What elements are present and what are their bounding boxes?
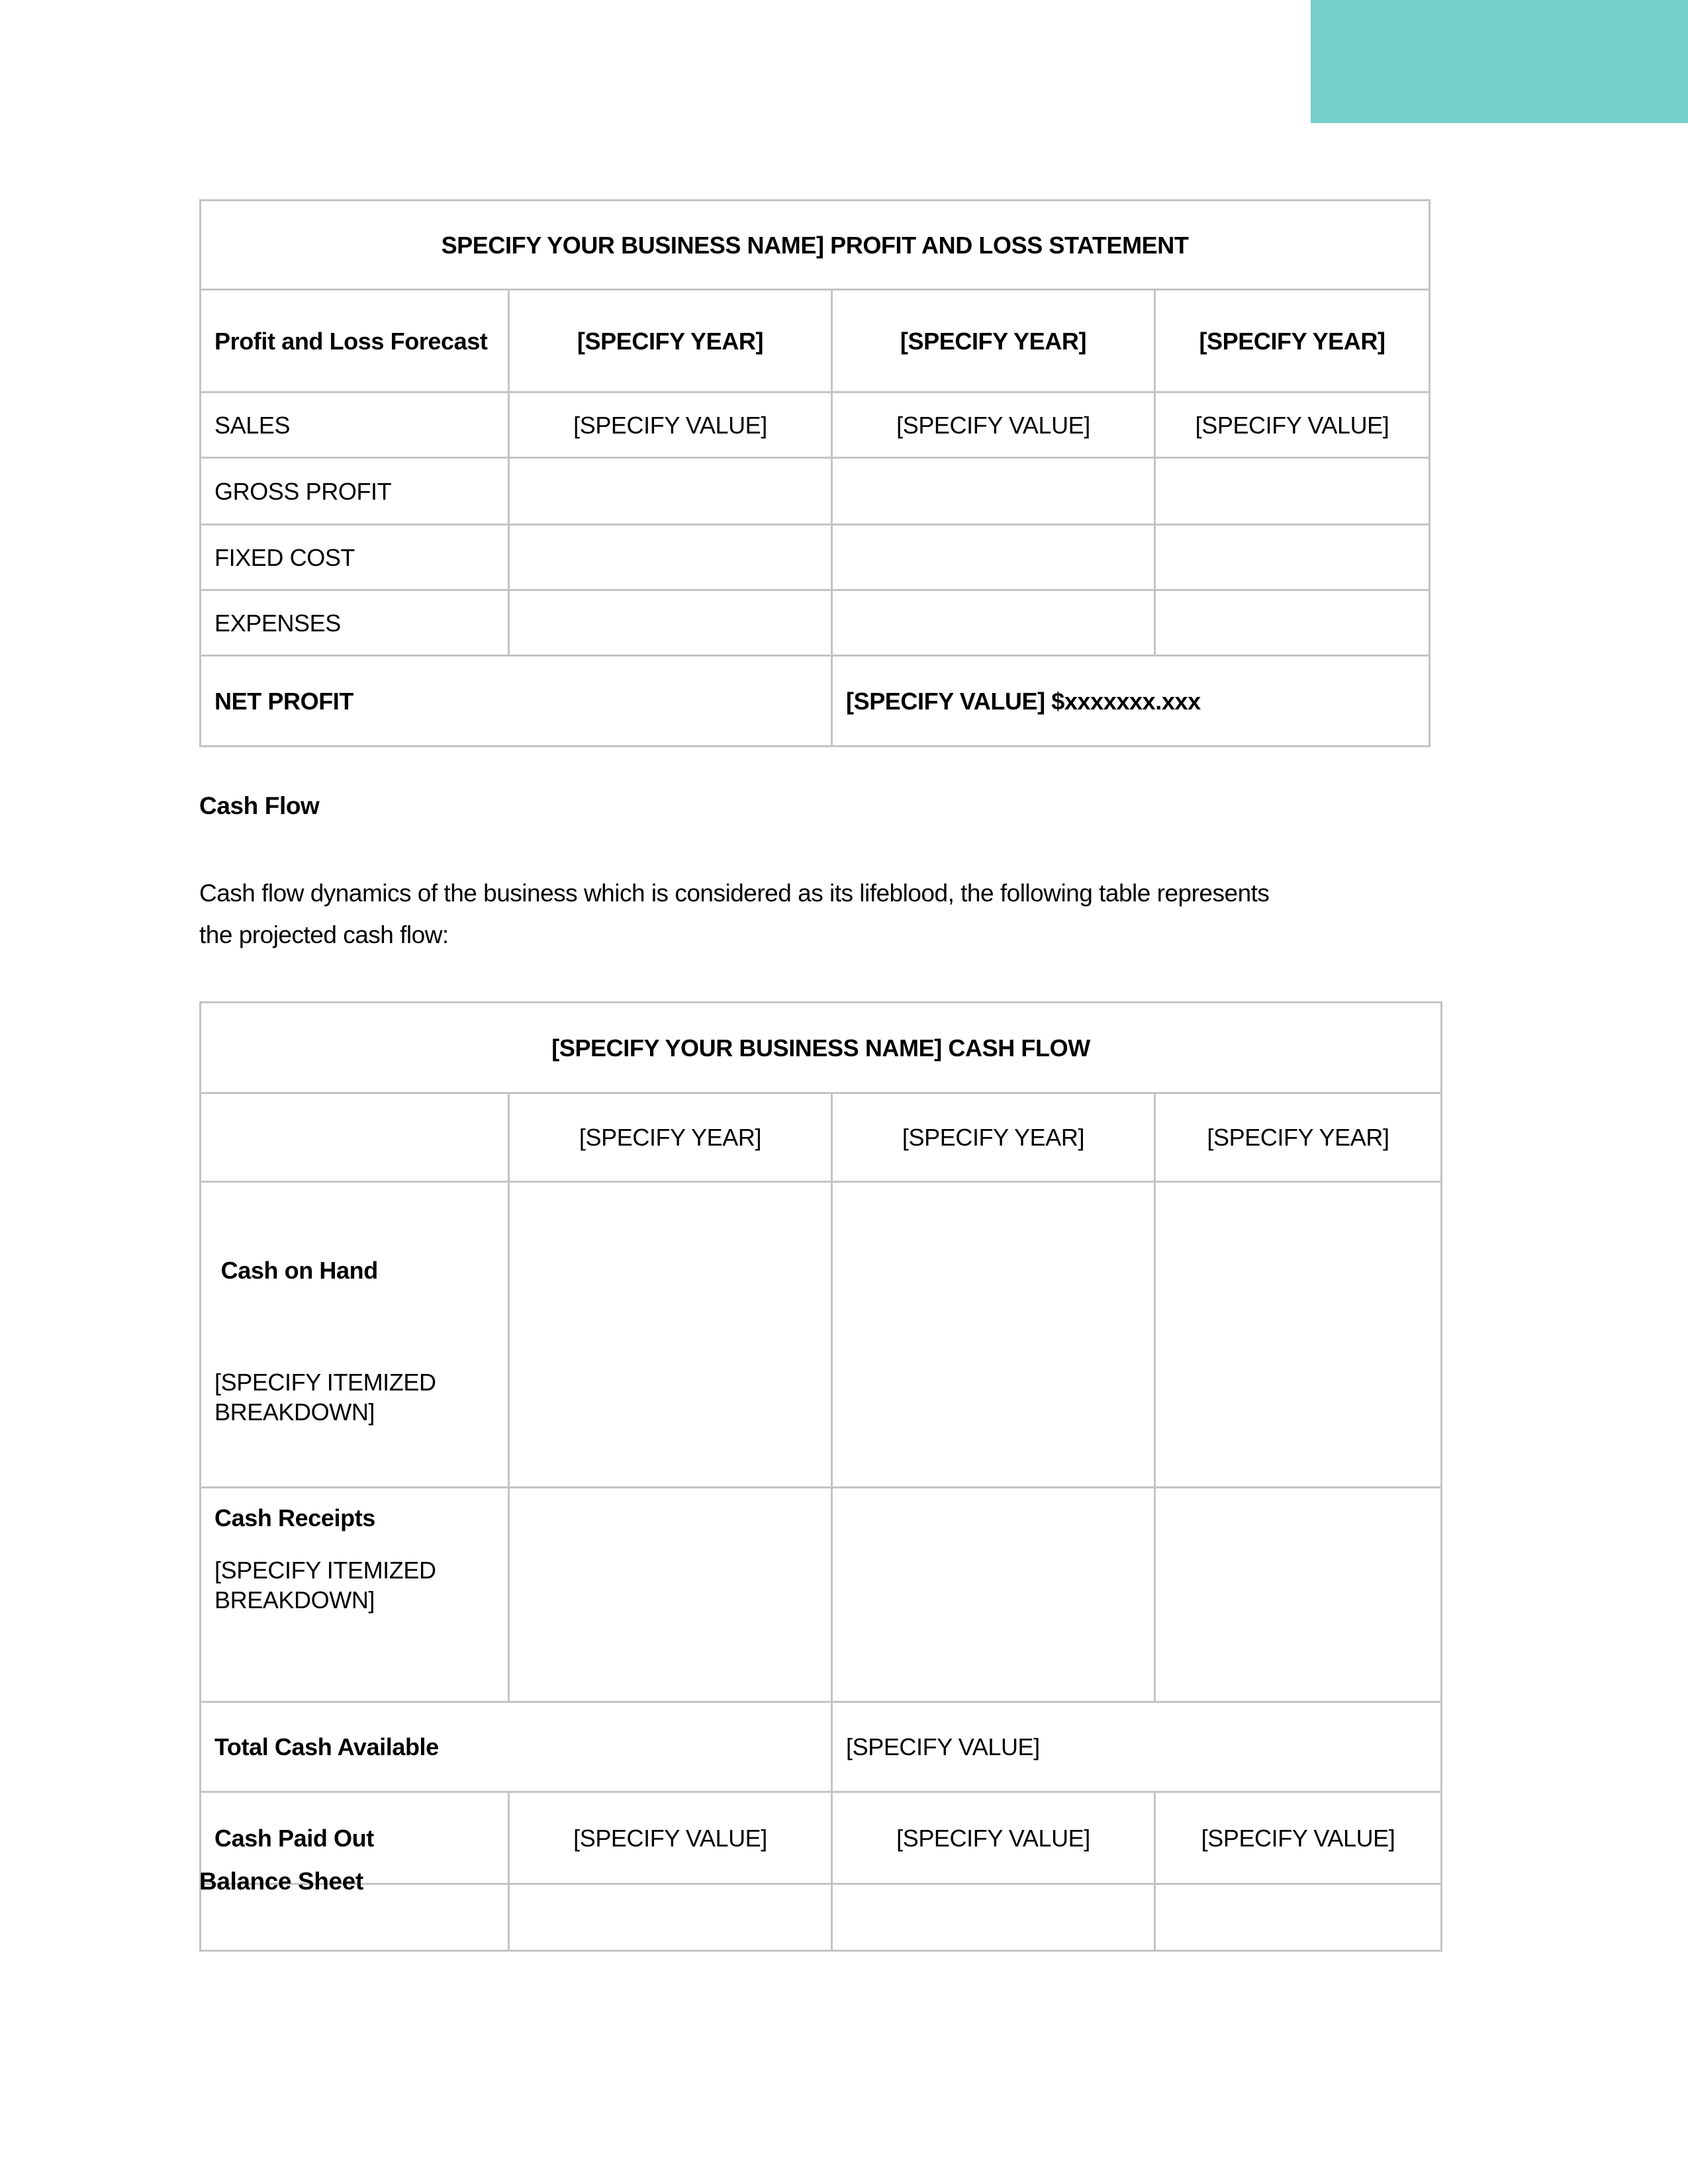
cash-paid-out-value: [SPECIFY VALUE]	[832, 1792, 1155, 1884]
row-label: GROSS PROFIT	[201, 458, 509, 525]
cash-paid-out-label: Cash Paid Out	[201, 1792, 509, 1884]
cash-flow-table	[199, 1001, 1442, 1952]
row-value	[509, 458, 832, 525]
header-year: [SPECIFY YEAR]	[509, 290, 832, 392]
row-value: [SPECIFY VALUE]	[832, 392, 1155, 458]
table-header-row	[201, 1093, 1442, 1182]
row-value	[832, 590, 1155, 656]
paragraph-line: Cash flow dynamics of the business which is considered as its lifeblood, the following table represents	[199, 880, 1270, 907]
balance-sheet-heading: Balance Sheet	[199, 1868, 363, 1895]
row-value	[1155, 590, 1430, 656]
empty-cell	[832, 1884, 1155, 1951]
table-row	[201, 590, 1430, 656]
total-cash-label: Total Cash Available	[201, 1702, 832, 1792]
empty-cell	[1155, 1488, 1442, 1702]
row-value: [SPECIFY VALUE]	[1155, 392, 1430, 458]
empty-cell	[509, 1884, 832, 1951]
header-empty-cell	[201, 1093, 509, 1182]
header-year: [SPECIFY YEAR]	[832, 1093, 1155, 1182]
row-value	[1155, 525, 1430, 590]
header-label: Profit and Loss Forecast	[201, 290, 509, 392]
cash-receipts-row	[201, 1488, 1442, 1702]
cash-paid-out-value: [SPECIFY VALUE]	[1155, 1792, 1442, 1884]
cash-flow-heading: Cash Flow	[199, 792, 320, 819]
row-value	[832, 525, 1155, 590]
table-row	[201, 525, 1430, 590]
header-year: [SPECIFY YEAR]	[509, 1093, 832, 1182]
empty-cell	[1155, 1884, 1442, 1951]
cash-receipts-label: Cash Receipts	[214, 1504, 375, 1531]
table-title-row	[201, 201, 1430, 290]
cash-on-hand-row	[201, 1182, 1442, 1488]
cash-on-hand-label: Cash on Hand	[214, 1257, 378, 1284]
header-year: [SPECIFY YEAR]	[832, 290, 1155, 392]
net-profit-label: NET PROFIT	[201, 656, 832, 747]
cash-receipts-breakdown: [SPECIFY ITEMIZED BREAKDOWN]	[214, 1557, 436, 1614]
table-row	[201, 458, 1430, 525]
header-year: [SPECIFY YEAR]	[1155, 290, 1430, 392]
empty-cell	[1155, 1182, 1442, 1488]
table-title-row	[201, 1003, 1442, 1093]
row-value: [SPECIFY VALUE]	[509, 392, 832, 458]
profit-loss-table	[199, 199, 1430, 747]
row-value	[509, 525, 832, 590]
table-row-empty	[201, 1884, 1442, 1951]
total-cash-value: [SPECIFY VALUE]	[832, 1702, 1442, 1792]
cash-receipts-cell	[201, 1488, 509, 1702]
empty-cell	[832, 1182, 1155, 1488]
row-label: SALES	[201, 392, 509, 458]
cash-paid-out-value: [SPECIFY VALUE]	[509, 1792, 832, 1884]
cash-paid-out-row	[201, 1792, 1442, 1884]
row-label: FIXED COST	[201, 525, 509, 590]
net-profit-value: [SPECIFY VALUE] $xxxxxxx.xxx	[832, 656, 1430, 747]
empty-cell	[509, 1182, 832, 1488]
cash-flow-title: [SPECIFY YOUR BUSINESS NAME] CASH FLOW	[201, 1003, 1442, 1093]
accent-corner-block	[1311, 0, 1688, 123]
row-value	[1155, 458, 1430, 525]
row-value	[832, 458, 1155, 525]
cash-flow-paragraph	[199, 872, 1523, 956]
paragraph-line: the projected cash flow:	[199, 921, 449, 948]
row-label: EXPENSES	[201, 590, 509, 656]
total-cash-row	[201, 1702, 1442, 1792]
table-header-row	[201, 290, 1430, 392]
cash-on-hand-cell	[201, 1182, 509, 1488]
header-year: [SPECIFY YEAR]	[1155, 1093, 1442, 1182]
row-value	[509, 590, 832, 656]
empty-cell	[509, 1488, 832, 1702]
table-row	[201, 392, 1430, 458]
net-profit-row	[201, 656, 1430, 747]
cash-on-hand-breakdown: [SPECIFY ITEMIZED BREAKDOWN]	[214, 1369, 436, 1426]
profit-loss-title: SPECIFY YOUR BUSINESS NAME] PROFIT AND LOSS STATEMENT	[201, 201, 1430, 290]
empty-cell	[832, 1488, 1155, 1702]
